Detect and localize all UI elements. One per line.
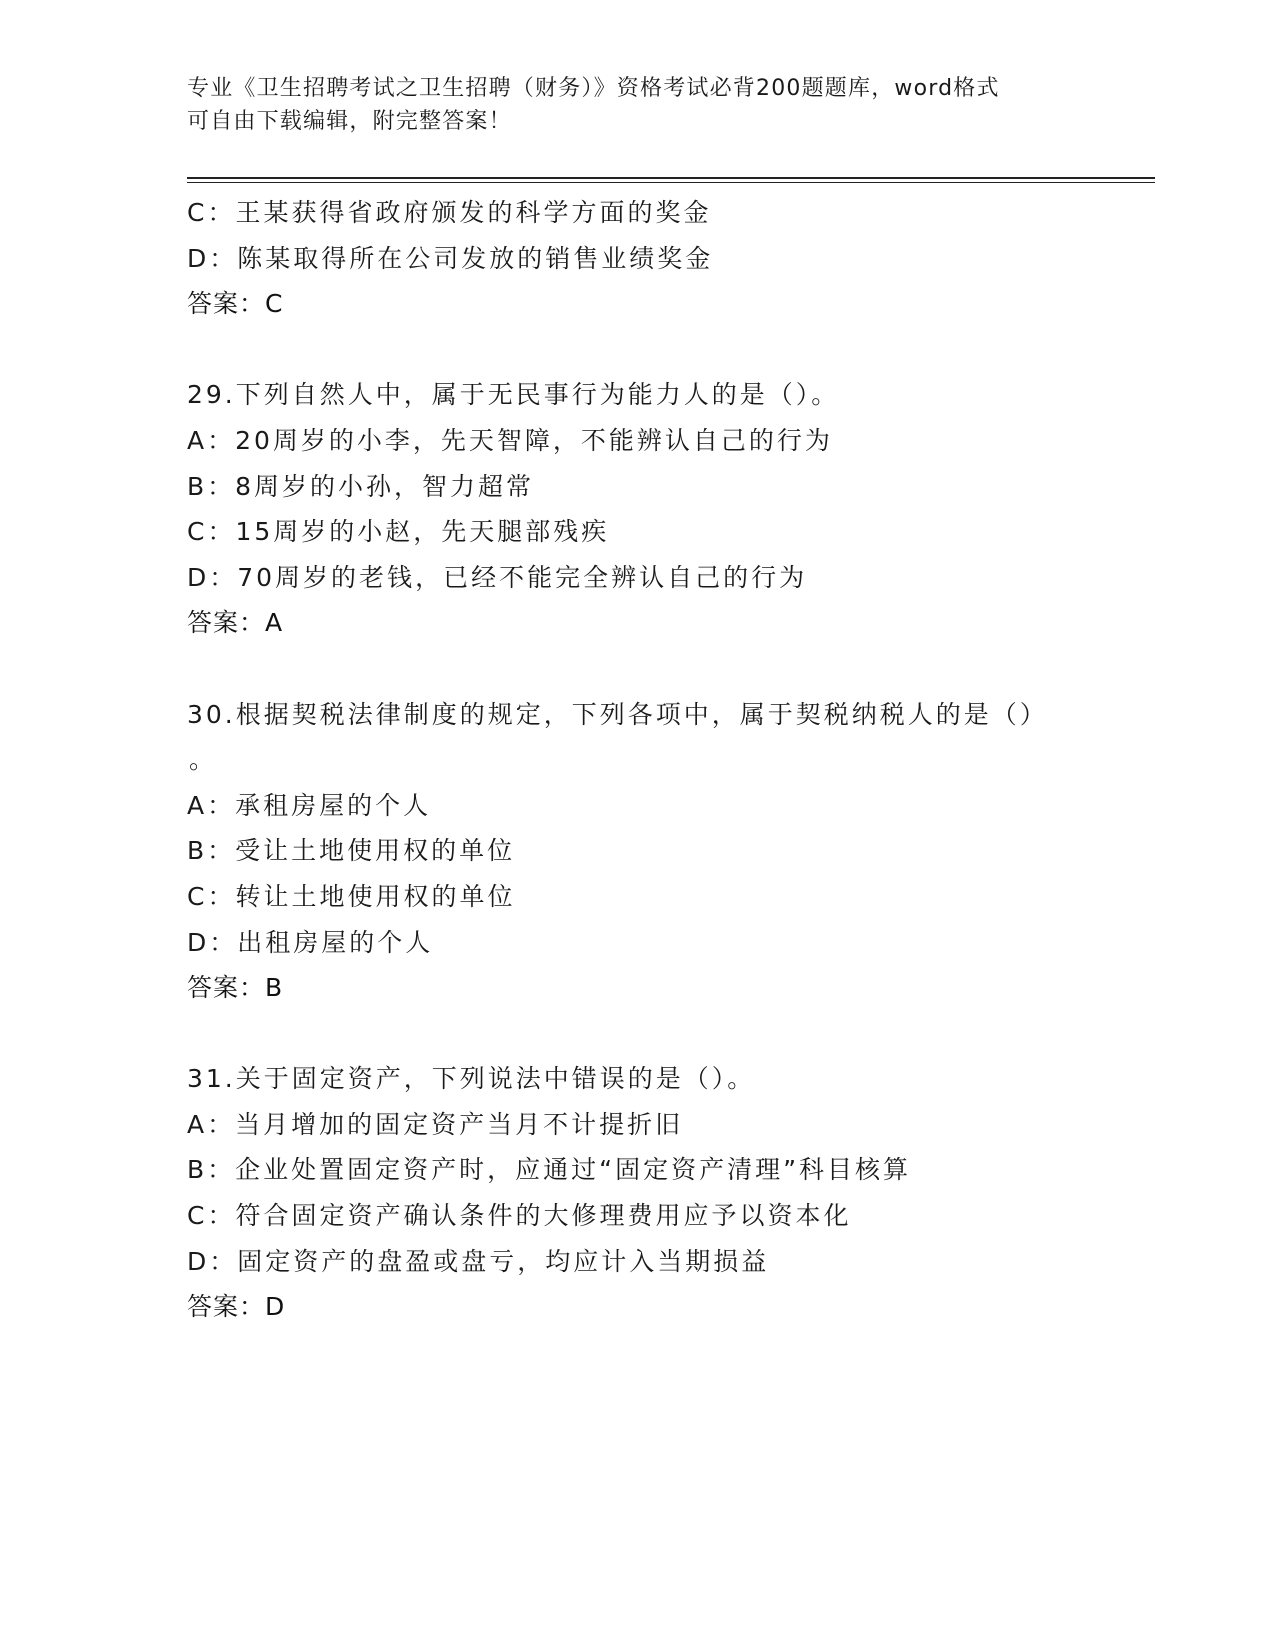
option-c: C：符合固定资产确认条件的大修理费用应予以资本化: [187, 1201, 852, 1231]
spacer: [187, 327, 1087, 373]
question-list: [187, 190, 1087, 1330]
question-stem: 31.关于固定资产，下列说法中错误的是（）。: [187, 1064, 756, 1094]
answer-line: 答案：B: [187, 973, 284, 1003]
option-c: C：15周岁的小赵，先天腿部残疾: [187, 517, 610, 547]
answer-line: 答案：A: [187, 608, 284, 638]
question-stem: 29.下列自然人中，属于无民事行为能力人的是（）。: [187, 380, 840, 410]
option-a: A：20周岁的小李，先天智障，不能辨认自己的行为: [187, 425, 833, 455]
spacer: [187, 646, 1087, 692]
option-b: B：企业处置固定资产时，应通过“固定资产清理”科目核算: [187, 1155, 912, 1185]
option-d: D：70周岁的老钱，已经不能完全辨认自己的行为: [187, 562, 808, 592]
answer-line: 答案：C: [187, 289, 284, 319]
header-divider-thin: [187, 182, 1155, 183]
option-c: C：王某获得省政府颁发的科学方面的奖金: [187, 198, 712, 227]
option-d: D：固定资产的盘盈或盘亏，均应计入当期损益: [187, 1246, 770, 1276]
document-header: [187, 72, 1087, 138]
option-c: C：转让土地使用权的单位: [187, 881, 516, 911]
option-d: D：出租房屋的个人: [187, 927, 434, 957]
question-30: [187, 692, 1087, 1011]
question-31: [187, 1056, 1087, 1330]
spacer: [187, 1011, 1087, 1057]
header-title-line-1: 专业《卫生招聘考试之卫生招聘（财务）》资格考试必背200题题库，word格式: [187, 76, 1000, 101]
question-28-continued: [187, 190, 1087, 327]
question-stem-continuation: 。: [189, 745, 218, 775]
header-divider-thick: [187, 177, 1155, 179]
option-b: B：8周岁的小孙，智力超常: [187, 471, 535, 501]
option-b: B：受让土地使用权的单位: [187, 836, 516, 866]
header-title-line-2: 可自由下载编辑，附完整答案！: [187, 109, 512, 134]
answer-line: 答案：D: [187, 1292, 286, 1322]
question-29: [187, 372, 1087, 646]
option-a: A：当月增加的固定资产当月不计提折旧: [187, 1109, 684, 1139]
option-a: A：承租房屋的个人: [187, 790, 432, 820]
question-stem: 30.根据契税法律制度的规定，下列各项中，属于契税纳税人的是（）: [187, 699, 1048, 729]
option-d: D：陈某取得所在公司发放的销售业绩奖金: [187, 243, 714, 273]
